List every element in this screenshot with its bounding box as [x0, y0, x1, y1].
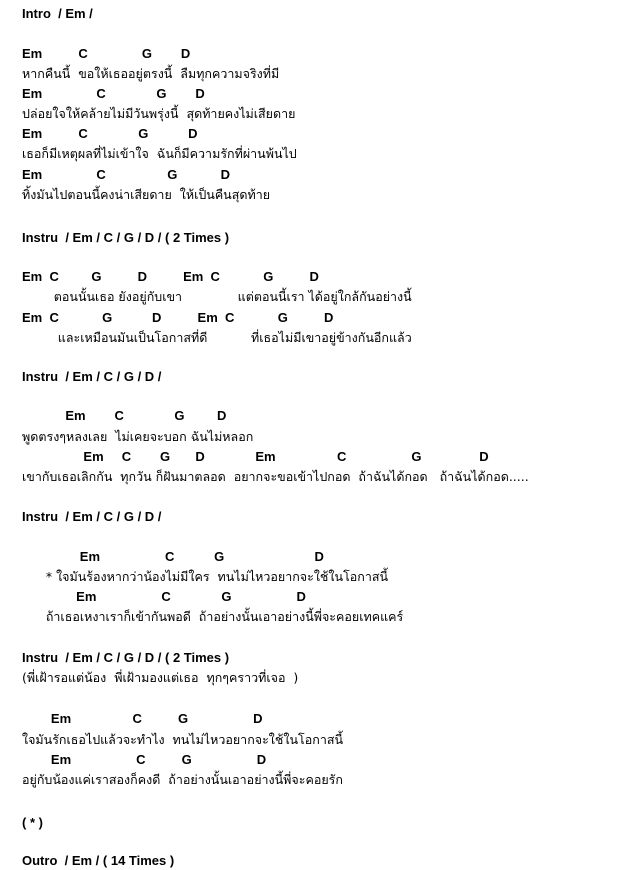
- lyric-line: เขากับเธอเลิกกัน ทุกวัน ก็ฝันมาตลอด อยากจะขอเข้าไปกอด ถ้าฉันได้กอด ถ้าฉันได้กอด.....: [22, 469, 529, 484]
- chord-line: Em C G D: [22, 752, 267, 767]
- chord-line: Em C G D: [22, 589, 306, 604]
- lyric-line: ตอนนั้นเธอ ยังอยู่กับเขา แต่ตอนนี้เรา ได้อยู่ใกล้กันอย่างนี้: [22, 289, 412, 304]
- lyric-line: ทิ้งมันไปตอนนี้คงน่าเสียดาย ให้เป็นคืนสุดท้าย: [22, 187, 271, 202]
- lyric-line: อยู่กับน้องแค่เราสองก็คงดี ถ้าอย่างนั้นเอาอย่างนี้พี่จะคอยรัก: [22, 772, 343, 787]
- intro-line: Intro / Em /: [22, 6, 93, 21]
- lyric-line: และเหมือนมันเป็นโอกาสที่ดี ที่เธอไม่มีเขาอยู่ข้างกันอีกแล้ว: [22, 330, 412, 345]
- lyric-line: ปล่อยใจให้คล้ายไม่มีวันพรุ่งนี้ สุดท้ายคงไม่เสียดาย: [22, 106, 296, 121]
- chord-line: Em C G D: [22, 711, 263, 726]
- chord-line: Em C G D: [22, 46, 191, 61]
- chord-line: Em C G D: [22, 86, 205, 101]
- chord-line: Em C G D: [22, 167, 231, 182]
- lyric-line: ถ้าเธอเหงาเราก็เข้ากันพอดี ถ้าอย่างนั้นเอาอย่างนี้พี่จะคอยเทคแคร์: [22, 609, 404, 624]
- instru-line: Instru / Em / C / G / D / ( 2 Times ): [22, 230, 230, 245]
- lyric-line: * ใจมันร้องหากว่าน้องไม่มีใคร ทนไม่ไหวอยากจะใช้ในโอกาสนี้: [22, 569, 389, 584]
- instru-line: Instru / Em / C / G / D / ( 2 Times ): [22, 650, 230, 665]
- lyric-line: เธอก็มีเหตุผลที่ไม่เข้าใจ ฉันก็มีความรักที่ผ่านพ้นไป: [22, 146, 297, 161]
- lyric-line: หากคืนนี้ ขอให้เธออยู่ตรงนี้ ลืมทุกความจริงที่มี: [22, 66, 280, 81]
- instru-line: Instru / Em / C / G / D /: [22, 369, 162, 384]
- chord-line: Em C G D: [22, 549, 324, 564]
- lyric-line: ใจมันรักเธอไปแล้วจะทำไง ทนไม่ไหวอยากจะใช้ในโอกาสนี้: [22, 732, 344, 747]
- chord-line: Em C G D: [22, 126, 198, 141]
- repeat-marker: ( * ): [22, 815, 43, 830]
- chord-line: Em C G D Em C G D: [22, 449, 489, 464]
- outro-line: Outro / Em / ( 14 Times ): [22, 853, 175, 868]
- chord-line: Em C G D: [22, 408, 227, 423]
- lyric-line: พูดตรงๆหลงเลย ไม่เคยจะบอก ฉันไม่หลอก: [22, 429, 254, 444]
- instru-line: Instru / Em / C / G / D /: [22, 509, 162, 524]
- chord-line: Em C G D Em C G D: [22, 310, 334, 325]
- spoken-line: (พี่เฝ้ารอแต่น้อง พี่เฝ้ามองแต่เธอ ทุกๆคราวที่เจอ ): [22, 670, 299, 685]
- chord-line: Em C G D Em C G D: [22, 269, 319, 284]
